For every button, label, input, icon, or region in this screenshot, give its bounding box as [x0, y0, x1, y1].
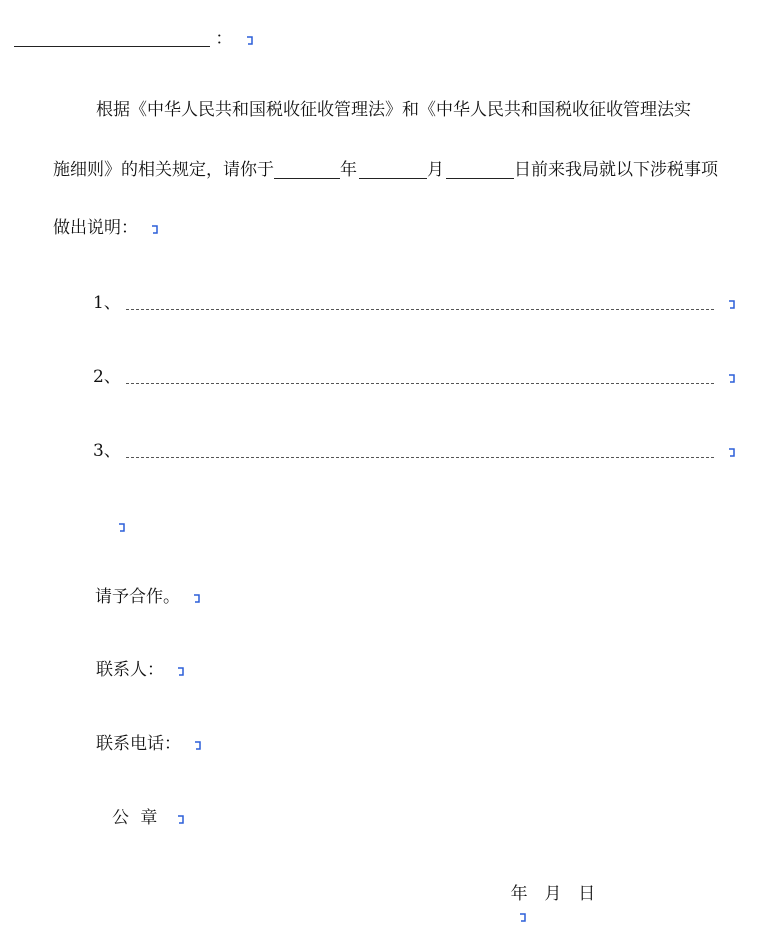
date-text: 年 月 日 — [510, 884, 598, 904]
item-2-input-line[interactable] — [126, 371, 714, 384]
paragraph-mark-icon — [151, 225, 158, 234]
contact-person-label: 联系人： — [96, 660, 164, 680]
intro-line-2-suffix: 日前来我局就以下涉税事项 — [514, 160, 718, 180]
intro-line-2-prefix: 施细则》的相关规定，请你于 — [53, 160, 274, 180]
paragraph-mark-icon — [728, 300, 735, 309]
paragraph-mark-icon — [177, 667, 184, 676]
paragraph-mark-icon — [118, 523, 125, 532]
empty-paragraph — [110, 516, 125, 535]
paragraph-mark-icon — [177, 815, 184, 824]
paragraph-mark-icon — [728, 448, 735, 457]
contact-phone-label: 联系电话： — [96, 734, 181, 754]
intro-line-2 — [53, 159, 718, 181]
year-label: 年 — [340, 160, 357, 180]
paragraph-mark-icon — [728, 374, 735, 383]
month-blank[interactable] — [359, 162, 427, 179]
paragraph-mark-icon — [246, 36, 253, 45]
item-number: 3、 — [93, 441, 121, 461]
year-blank[interactable] — [274, 162, 340, 179]
item-1-input-line[interactable] — [126, 297, 714, 310]
recipient-colon: ： — [215, 29, 233, 49]
recipient-blank[interactable] — [14, 32, 210, 47]
month-label: 月 — [427, 160, 444, 180]
item-number: 2、 — [93, 367, 121, 387]
intro-line-3 — [53, 217, 158, 239]
item-row-3 — [93, 440, 735, 462]
closing-line — [95, 586, 200, 608]
item-row-2 — [93, 366, 735, 388]
item-number: 1、 — [93, 293, 121, 313]
item-row-1 — [93, 292, 735, 314]
day-blank[interactable] — [446, 162, 514, 179]
intro-line-3-text: 做出说明： — [53, 218, 138, 238]
intro-line-1: 根据《中华人民共和国税收征收管理法》和《中华人民共和国税收征收管理法实 — [96, 100, 691, 120]
contact-phone-line — [96, 733, 201, 755]
paragraph-mark-icon — [519, 913, 526, 922]
item-3-input-line[interactable] — [126, 445, 714, 458]
paragraph-mark-icon — [193, 594, 200, 603]
recipient-line — [14, 28, 253, 50]
date-line — [489, 861, 597, 949]
paragraph-mark-icon — [194, 741, 201, 750]
seal-label: 公 章 — [112, 808, 161, 828]
seal-line — [112, 807, 184, 829]
closing-text: 请予合作。 — [95, 587, 180, 607]
contact-person-line — [96, 659, 184, 681]
